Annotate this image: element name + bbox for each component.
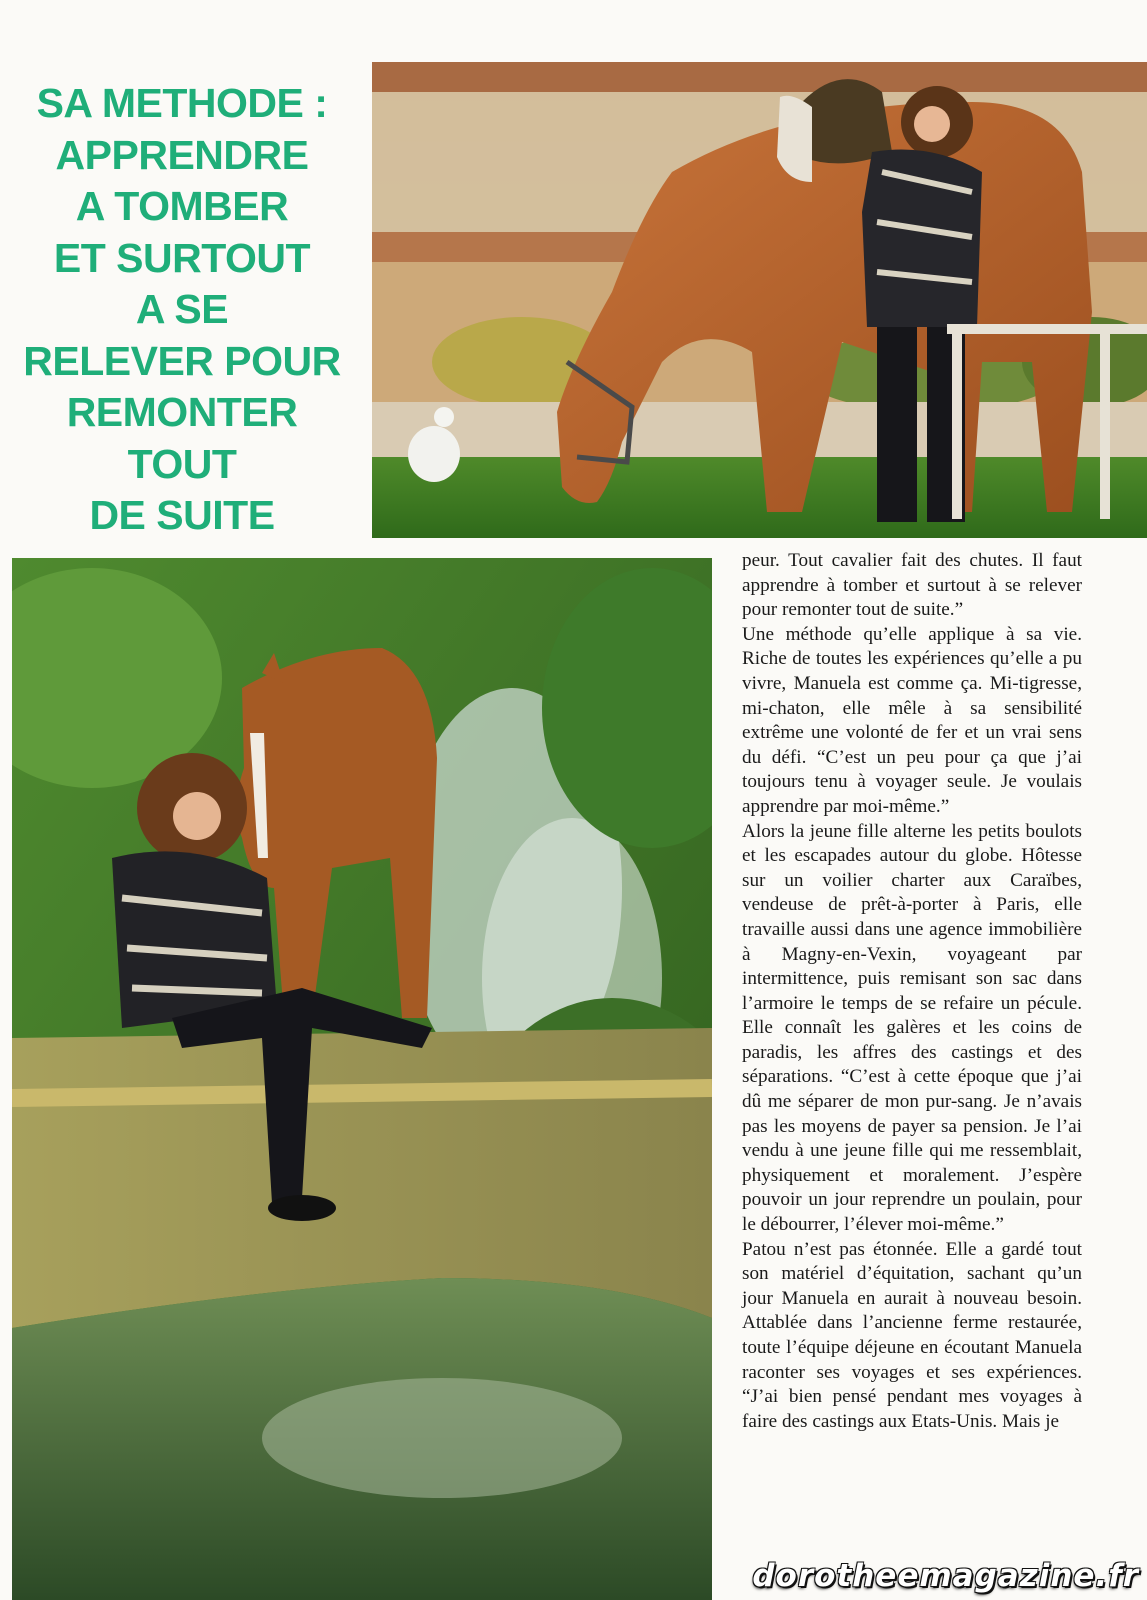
photo-bridge-pond xyxy=(12,558,712,1600)
article-paragraph: Patou n’est pas étonnée. Elle a gardé tout son matériel d’équitation, sachant qu’un jour Manuela en aurait à nouveau besoin. Attablée dans l’ancienne ferme restaurée, toute l’équipe déjeune en écoutant Manuela raconter ses voyages et ses expériences. “J’ai bien pensé pendant mes voyages à faire des castings aux Etats-Unis. Mais je xyxy=(742,1238,1082,1432)
photo-horse-grazing-illustration xyxy=(372,62,1147,538)
headline-line: TOUT xyxy=(127,440,237,487)
headline xyxy=(22,78,342,542)
article-paragraph: Alors la jeune fille alterne les petits boulots et les escapades autour du globe. Hôtesse sur un voilier charter aux Caraïbes, vendeuse de prêt-à-porter à Paris, elle travaille aussi dans une agence immobilière à Magny-en-Vexin, voyageant par intermittence, puis remisant son sac dans l’armoire le temps de se refaire un pécule. Elle connaît les galères et les coins de paradis, les affres des castings et des séparations. “C’est à cette époque que j’ai dû me séparer de mon pur-sang. Je n’avais pas les moyens de payer sa pension. Je l’ai vendu à une jeune fille qui me ressemblait, physiquement et moralement. J’espère pouvoir un jour reprendre un poulain, pour le débourrer, l’élever moi-même.” xyxy=(742,820,1082,1236)
article-paragraph: Une méthode qu’elle applique à sa vie. Riche de toutes les expériences qu’elle a pu vivre, Manuela est comme ça. Mi-tigresse, mi-chaton, elle mêle à sa sensibilité extrême une volonté de fer et un vrai sens du défi. “C’est un peu pour ça que j’ai toujours tenu à voyager seule. Je voulais apprendre par moi-même.” xyxy=(742,623,1082,817)
article-column xyxy=(742,549,1082,1434)
headline-line: REMONTER xyxy=(66,389,298,435)
photo-bridge-pond-illustration xyxy=(12,558,712,1600)
headline-line: ET SURTOUT xyxy=(53,234,311,281)
headline-line: DE SUITE xyxy=(89,492,275,538)
headline-line: APPRENDRE xyxy=(55,131,309,178)
article-paragraph: peur. Tout cavalier fait des chutes. Il faut apprendre à tomber et surtout à se relever pour remonter tout de suite.” xyxy=(742,550,1082,621)
headline-line: RELEVER POUR xyxy=(23,337,341,384)
site-watermark: dorotheemagazine.fr xyxy=(752,1558,1139,1594)
headline-line: A SE xyxy=(135,286,229,332)
photo-horse-grazing xyxy=(372,62,1147,538)
headline-line: A TOMBER xyxy=(75,183,289,229)
headline-line: SA METHODE : xyxy=(36,80,328,126)
